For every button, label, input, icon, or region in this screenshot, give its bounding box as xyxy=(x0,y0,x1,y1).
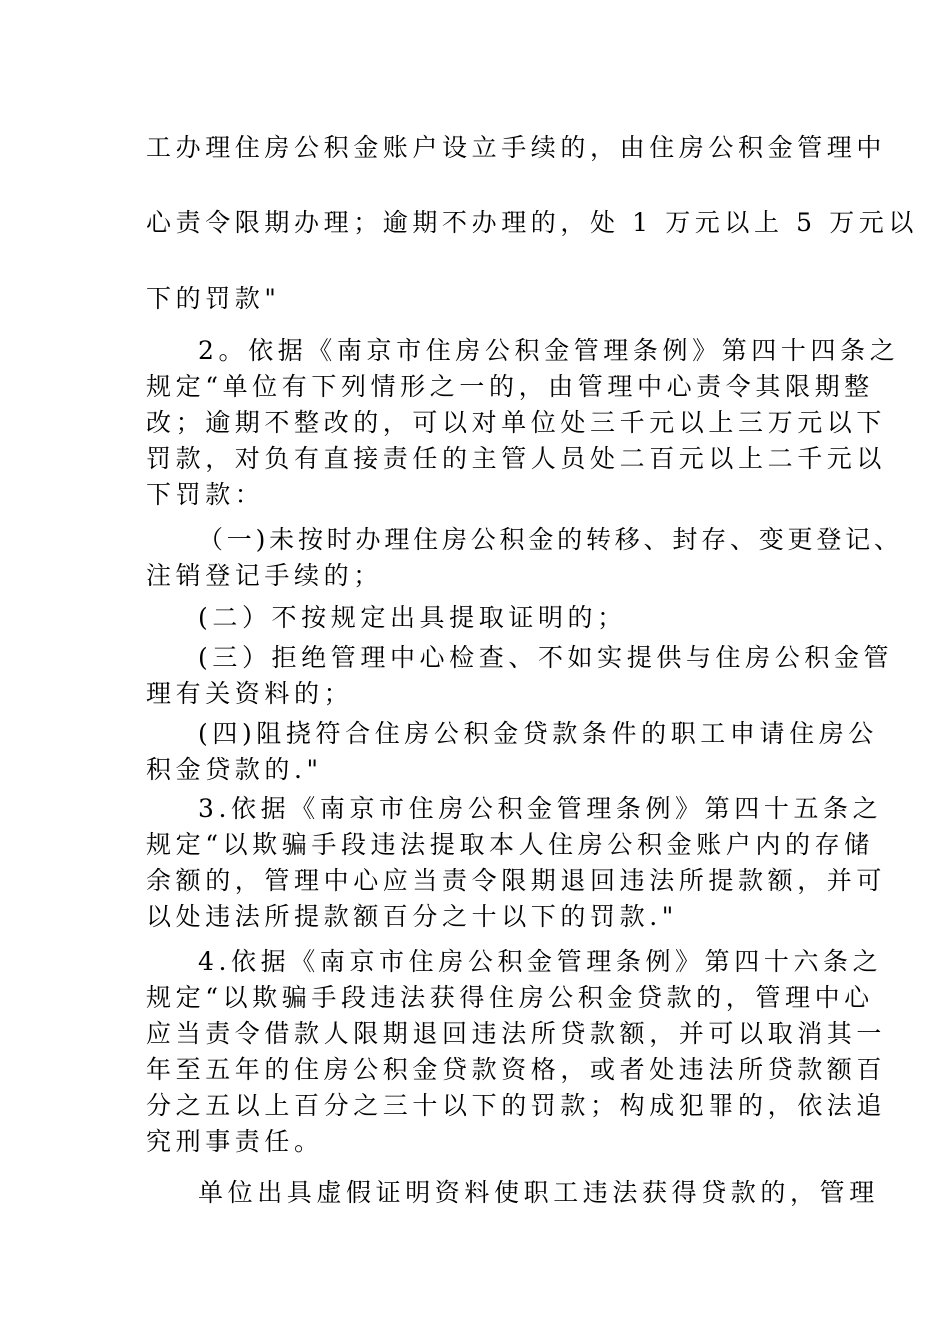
text-line: 究刑事责任。 xyxy=(146,1127,324,1156)
text-line: 以处违法所提款额百分之十以下的罚款." xyxy=(146,902,678,931)
text-line: 罚款，对负有直接责任的主管人员处二百元以上二千元以 xyxy=(146,444,887,473)
text-line: 3.依据《南京市住房公积金管理条例》第四十五条之 xyxy=(198,794,883,823)
text-line: 2。依据《南京市住房公积金管理条例》第四十四条之 xyxy=(198,336,900,365)
text-line: 理有关资料的； xyxy=(146,679,354,708)
text-line: 应当责令借款人限期退回违法所贷款额，并可以取消其一 xyxy=(146,1019,887,1048)
text-line: 下的罚款" xyxy=(146,284,281,313)
text-line: (三）拒绝管理中心检查、不如实提供与住房公积金管 xyxy=(198,643,894,672)
text-line: 积金贷款的." xyxy=(146,755,323,784)
text-line: 单位出具虚假证明资料使职工违法获得贷款的，管理 xyxy=(198,1178,879,1207)
text-line: 余额的，管理中心应当责令限期退回违法所提款额，并可 xyxy=(146,866,887,895)
text-line: 年至五年的住房公积金贷款资格，或者处违法所贷款额百 xyxy=(146,1055,887,1084)
text-line: 改；逾期不整改的，可以对单位处三千元以上三万元以下 xyxy=(146,408,887,437)
text-line: (四)阻挠符合住房公积金贷款条件的职工申请住房公 xyxy=(198,719,878,748)
text-line: 规定“以欺骗手段违法提取本人住房公积金账户内的存储 xyxy=(146,830,874,859)
text-line: (二）不按规定出具提取证明的； xyxy=(198,603,627,632)
text-line: 工办理住房公积金账户设立手续的，由住房公积金管理中 xyxy=(146,133,887,162)
text-line: 心责令限期办理；逾期不办理的，处 1 万元以上 5 万元以 xyxy=(146,208,919,237)
text-line: 注销登记手续的； xyxy=(146,561,383,590)
text-line: 4.依据《南京市住房公积金管理条例》第四十六条之 xyxy=(198,947,883,976)
text-line: 规定“以欺骗手段违法获得住房公积金贷款的，管理中心 xyxy=(146,983,874,1012)
text-line: 分之五以上百分之三十以下的罚款；构成犯罪的，依法追 xyxy=(146,1091,887,1120)
text-line: 规定“单位有下列情形之一的，由管理中心责令其限期整 xyxy=(146,372,874,401)
text-line: 下罚款： xyxy=(146,480,265,509)
text-line: （一)未按时办理住房公积金的转移、封存、变更登记、 xyxy=(198,525,903,554)
